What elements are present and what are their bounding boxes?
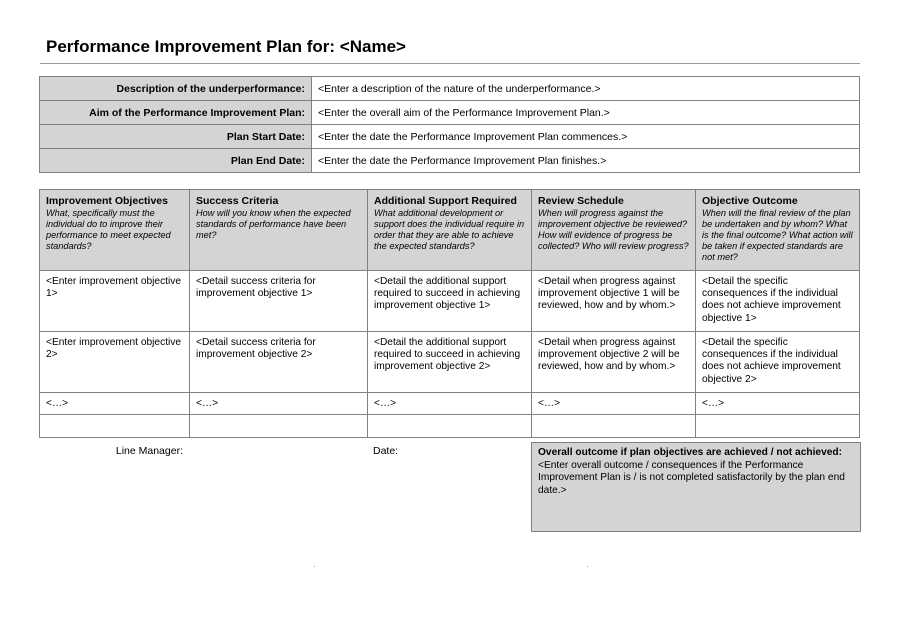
column-header-success-criteria: [190, 190, 368, 271]
column-subtitle: What additional development or support does the individual require in order that they are able to achieve the expected standards?: [374, 207, 525, 251]
column-title: Objective Outcome: [702, 195, 798, 207]
plan-info-table: [39, 76, 860, 173]
objectives-table: [39, 189, 860, 438]
info-label: Plan End Date:: [40, 149, 312, 173]
plan-aim-field[interactable]: <Enter the overall aim of the Performance Improvement Plan.>: [312, 101, 860, 125]
column-subtitle: When will the final review of the plan be undertaken and by whom? What is the final outcome? What action will be taken if expected standards are not met?: [702, 207, 853, 262]
column-subtitle: When will progress against the improvement objective be reviewed? How will evidence of progress be collected? Who will review progress?: [538, 207, 689, 251]
plan-info-row: [40, 77, 860, 101]
column-subtitle: What, specifically must the individual do to improve their performance to meet expected standards?: [46, 207, 171, 251]
stray-dot: [314, 566, 315, 567]
table-cell[interactable]: [532, 415, 696, 438]
column-header-objective-outcome: [696, 190, 860, 271]
column-subtitle: How will you know when the expected standards of performance have been met?: [196, 207, 351, 240]
table-cell[interactable]: <…>: [190, 393, 368, 415]
table-row-empty: [40, 415, 860, 438]
column-title: Success Criteria: [196, 195, 279, 207]
overall-outcome-heading: Overall outcome if plan objectives are achieved / not achieved:: [538, 447, 843, 458]
table-cell[interactable]: [190, 415, 368, 438]
table-cell[interactable]: <…>: [368, 393, 532, 415]
table-cell[interactable]: <Detail the additional support required to succeed in achieving improvement objective 2>: [368, 332, 532, 393]
column-title: Review Schedule: [538, 195, 624, 207]
title-divider: [40, 63, 860, 64]
table-cell[interactable]: <Detail the specific consequences if the individual does not achieve improvement objective 1>: [696, 271, 860, 332]
table-cell[interactable]: [40, 415, 190, 438]
info-label: Plan Start Date:: [40, 125, 312, 149]
plan-info-row: [40, 125, 860, 149]
table-row: [40, 332, 860, 393]
underperformance-description-field[interactable]: <Enter a description of the nature of the underperformance.>: [312, 77, 860, 101]
column-header-additional-support: [368, 190, 532, 271]
table-cell[interactable]: [696, 415, 860, 438]
table-cell[interactable]: <Detail success criteria for improvement objective 2>: [190, 332, 368, 393]
page-title: Performance Improvement Plan for: <Name>: [46, 37, 406, 56]
stray-dot: [587, 566, 588, 567]
table-cell[interactable]: <…>: [696, 393, 860, 415]
column-title: Improvement Objectives: [46, 195, 168, 207]
column-title: Additional Support Required: [374, 195, 517, 207]
overall-outcome-box[interactable]: [531, 442, 861, 532]
table-cell[interactable]: <Detail the additional support required to succeed in achieving improvement objective 1>: [368, 271, 532, 332]
plan-info-row: [40, 101, 860, 125]
plan-end-date-field[interactable]: <Enter the date the Performance Improvement Plan finishes.>: [312, 149, 860, 173]
table-cell[interactable]: <Detail when progress against improvement objective 2 will be reviewed, how and by whom.>: [532, 332, 696, 393]
info-label: Aim of the Performance Improvement Plan:: [40, 101, 312, 125]
table-cell[interactable]: <Enter improvement objective 2>: [40, 332, 190, 393]
overall-outcome-text: <Enter overall outcome / consequences if the Performance Improvement Plan is / is not completed satisfactorily by the plan end date.>: [538, 459, 845, 496]
table-cell[interactable]: <Detail success criteria for improvement objective 1>: [190, 271, 368, 332]
line-manager-label: Line Manager:: [115, 445, 183, 457]
date-label: Date:: [373, 445, 399, 457]
plan-info-row: [40, 149, 860, 173]
column-header-review-schedule: [532, 190, 696, 271]
info-label: Description of the underperformance:: [40, 77, 312, 101]
plan-start-date-field[interactable]: <Enter the date the Performance Improvement Plan commences.>: [312, 125, 860, 149]
table-cell[interactable]: <…>: [532, 393, 696, 415]
table-row: [40, 393, 860, 415]
table-row: [40, 271, 860, 332]
table-cell[interactable]: <Detail when progress against improvement objective 1 will be reviewed, how and by whom.>: [532, 271, 696, 332]
table-cell[interactable]: [368, 415, 532, 438]
column-header-improvement-objectives: [40, 190, 190, 271]
objectives-header-row: [40, 190, 860, 271]
table-cell[interactable]: <Enter improvement objective 1>: [40, 271, 190, 332]
table-cell[interactable]: <Detail the specific consequences if the individual does not achieve improvement objective 2>: [696, 332, 860, 393]
table-cell[interactable]: <…>: [40, 393, 190, 415]
